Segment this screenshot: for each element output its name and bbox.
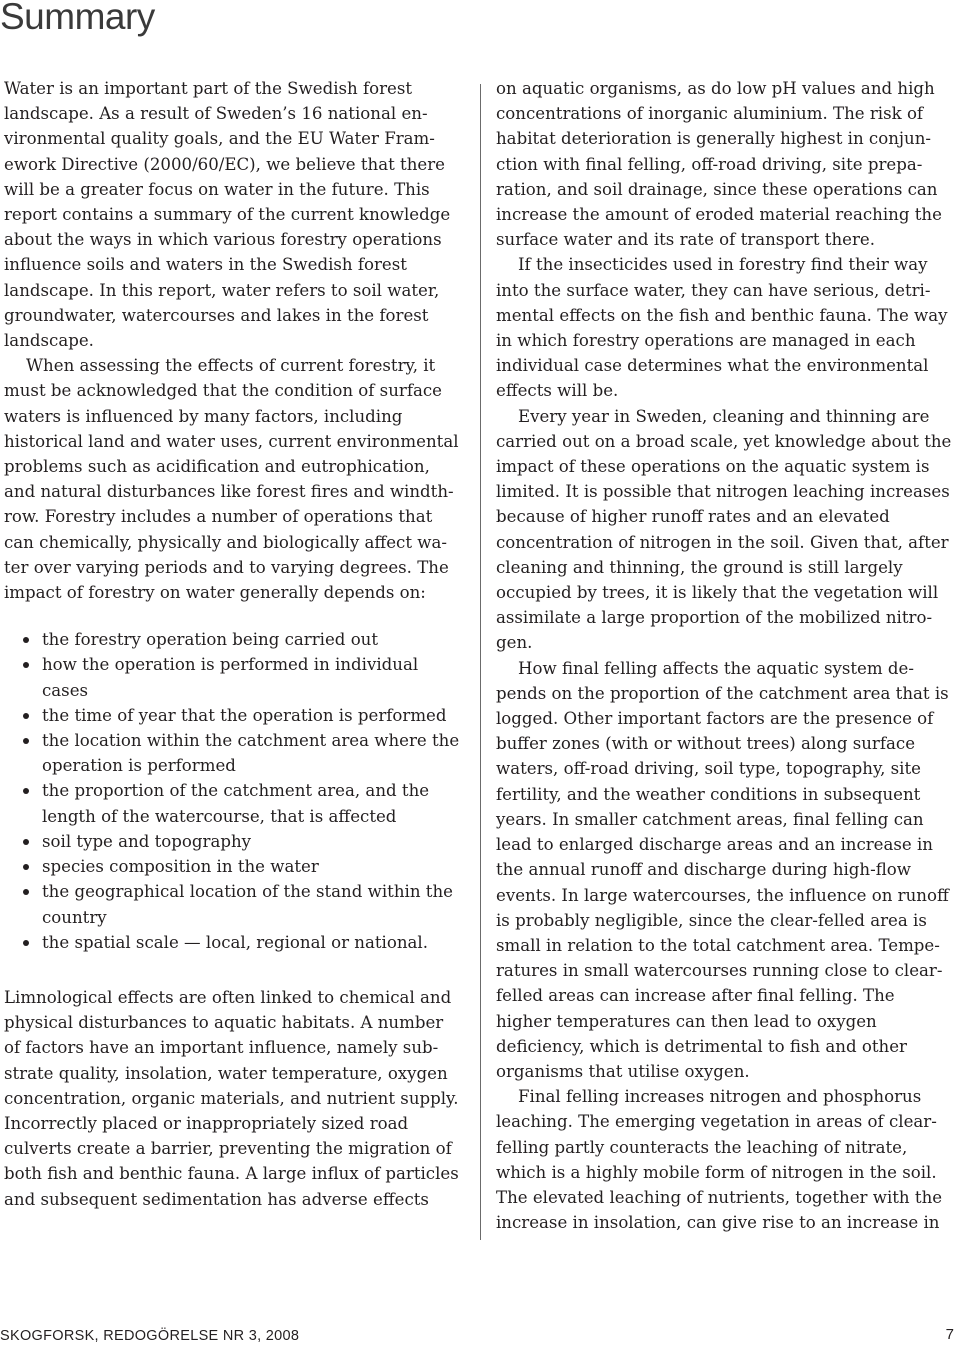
list-item-text: species composition in the water bbox=[42, 857, 319, 877]
paragraph: Limnological effects are often linked to chemical and physical disturbances to aquatic habitats. A number of factors have an important influence, namely substrate quality, insolation, water temperature, oxygen concentration, organic materials, and nutrient supply. Incorrectly placed or inappropriately sized road culverts create a barrier, preventing the migration of both fish and benthic fauna. A large influx of particles and subsequent sedimentation has adverse effects bbox=[4, 987, 459, 1209]
column-divider bbox=[480, 84, 481, 1240]
paragraph: How final felling affects the aquatic system depends on the proportion of the catchment area that is logged. Other important factors are the presence of buffer zones (with or without trees) along surface waters, off-road driving, soil type, topography, site fertility, and the weather conditions in subsequent years. In smaller catchment areas, final felling can lead to enlarged discharge areas and an increase in the annual runoff and discharge during high-flow events. In large watercourses, the influence on runoff is probably negligible, since the clear-felled area is small in relation to the total catchment area. Temperatures in small watercourses running close to clear-felled areas can increase after final felling. The higher temperatures can then lead to oxygen deficiency, which is detrimental to fish and other organisms that utilise oxygen. bbox=[496, 658, 949, 1081]
list-item bbox=[4, 627, 464, 652]
paragraph: Final felling increases nitrogen and phosphorus leaching. The emerging vegetation in areas of clear-felling partly counteracts the leaching of nitrate, which is a highly mobile form of nitrogen in the soil. The elevated leaching of nutrients, together with the increase in insolation, can give rise to an increase in bbox=[496, 1087, 943, 1233]
list-item-text: how the operation is performed in individual cases bbox=[42, 655, 419, 700]
list-item bbox=[4, 703, 464, 728]
footer-publication: SKOGFORSK, REDOGÖRELSE NR 3, 2008 bbox=[0, 1328, 300, 1344]
bullet-list bbox=[4, 627, 464, 955]
list-item bbox=[4, 728, 464, 778]
list-item-text: soil type and topography bbox=[42, 831, 252, 851]
list-item bbox=[4, 778, 464, 828]
list-item bbox=[4, 854, 464, 879]
bullet-icon bbox=[23, 637, 29, 643]
bullet-icon bbox=[23, 839, 29, 845]
bullet-icon bbox=[23, 889, 29, 895]
right-column bbox=[496, 76, 954, 1235]
list-item bbox=[4, 930, 464, 955]
page-title: Summary bbox=[0, 0, 155, 37]
bullet-icon bbox=[23, 713, 29, 719]
page-number: 7 bbox=[945, 1326, 954, 1343]
paragraph: on aquatic organisms, as do low pH values and high concentrations of inorganic aluminium. The risk of habitat deterioration is generally highest in conjunction with final felling, off-road driving, site preparation, and soil drainage, since these operations can increase the amount of eroded material reaching the surface water and its rate of transport there. bbox=[496, 79, 942, 250]
list-item-text: the spatial scale — local, regional or national. bbox=[42, 932, 428, 952]
bullet-icon bbox=[23, 864, 29, 870]
paragraph: Every year in Sweden, cleaning and thinning are carried out on a broad scale, yet knowledge about the impact of these operations on the aquatic system is limited. It is possible that nitrogen leaching increases because of higher runoff rates and an elevated concentration of nitrogen in the soil. Given that, after cleaning and thinning, the ground is still largely occupied by trees, it is likely that the vegetation will assimilate a large proportion of the mobilized nitrogen. bbox=[496, 406, 952, 653]
bullet-icon bbox=[23, 738, 29, 744]
paragraph: Water is an important part of the Swedish forest landscape. As a result of Sweden’s 16 national environmental quality goals, and the EU Water Framework Directive (2000/60/EC), we believe that there will be a greater focus on water in the future. This report contains a summary of the current knowledge about the ways in which various forestry operations influence soils and waters in the Swedish forest landscape. In this report, water refers to soil water, groundwater, watercourses and lakes in the forest landscape. bbox=[4, 79, 451, 351]
bullet-icon bbox=[23, 662, 29, 668]
bullet-icon bbox=[23, 940, 29, 946]
list-item-text: the forestry operation being carried out bbox=[42, 630, 379, 650]
left-column bbox=[4, 76, 464, 1212]
bullet-icon bbox=[23, 788, 29, 794]
list-item-text: the location within the catchment area where the operation is performed bbox=[42, 731, 460, 776]
list-item bbox=[4, 652, 464, 702]
list-item-text: the time of year that the operation is performed bbox=[42, 705, 447, 725]
list-item-text: the proportion of the catchment area, and the length of the watercourse, that is affected bbox=[42, 781, 430, 826]
paragraph: If the insecticides used in forestry find their way into the surface water, they can have serious, detrimental effects on the fish and benthic fauna. The way in which forestry operations are managed in each individual case determines what the environmental effects will be. bbox=[496, 255, 948, 401]
list-item-text: the geographical location of the stand within the country bbox=[42, 882, 453, 927]
list-item bbox=[4, 879, 464, 929]
list-item bbox=[4, 829, 464, 854]
paragraph: When assessing the effects of current forestry, it must be acknowledged that the condition of surface waters is influenced by many factors, including historical land and water uses, current environmental problems such as acidification and eutrophication, and natural disturbances like forest fires and windthrow. Forestry includes a number of operations that can chemically, physically and biologically affect water over varying periods and to varying degrees. The impact of forestry on water generally depends on: bbox=[4, 356, 459, 603]
